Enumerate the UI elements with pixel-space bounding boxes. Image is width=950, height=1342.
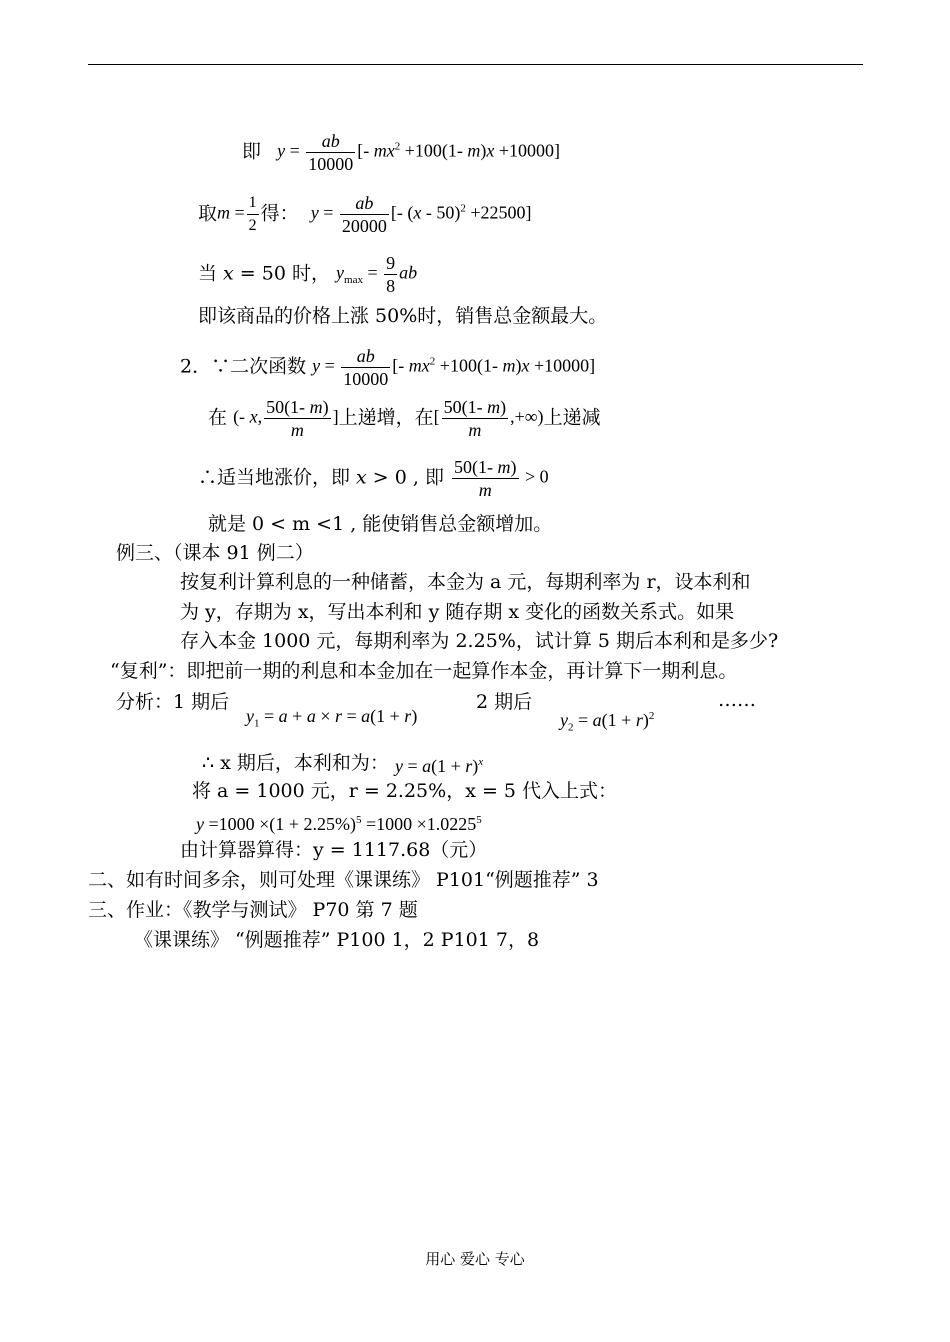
line-4: 即该商品的价格上涨 50%时，销售总金额最大。 — [198, 305, 608, 327]
line-12: 存入本金 1000 元，每期利率为 2.25%，试计算 5 期后本利和是多少? — [180, 630, 779, 652]
line-7-x: x — [356, 466, 367, 489]
page-footer: 用心 爱心 专心 — [425, 1250, 525, 1268]
header-rule — [88, 64, 863, 65]
formula-ymax: $y_{max}$ = $\frac{9}{8}$ ab — [336, 253, 418, 296]
line-6-a: 在 — [208, 406, 228, 429]
line-2-a: 取 — [198, 202, 218, 225]
line-3 — [198, 252, 417, 297]
line-7-a: ∴适当地涨价，即 — [198, 466, 357, 489]
formula-m-half: m = $\frac{1}{2}$ — [217, 192, 261, 237]
line-6-c: 上递减 — [543, 406, 601, 429]
line-15-a: ∴ x 期后，本利和为： — [202, 752, 389, 774]
example-three-heading: 例三、（课本 91 例二） — [116, 542, 314, 564]
line-6 — [208, 396, 601, 441]
line-14-b: 2 期后 — [476, 691, 533, 713]
formula-1: y = $\frac{ab}{10000}$ [- $mx^2 +100(1-$ m)x +10000] — [277, 131, 561, 174]
homework-line: 《课课练》 “例题推荐” P100 1，2 P101 7，8 — [134, 929, 540, 951]
formula-yx: $y = a(1 + r)^x$ — [394, 756, 484, 776]
line-3-c: = 50 时， — [233, 262, 330, 285]
line-7 — [198, 456, 549, 501]
line-13: “复利”：即把前一期的利息和本金加在一起算作本金，再计算下一期利息。 — [110, 660, 738, 682]
interval-increasing: (- x, $\frac{50(1- m)}{m}$ ] — [233, 397, 339, 440]
line-1-text: 即 — [242, 140, 262, 163]
section-three: 三、作业：《教学与测试》 P70 第 7 题 — [88, 899, 418, 921]
line-1 — [242, 130, 560, 175]
interval-decreasing: [ $\frac{50(1- m)}{m}$ ,+∞) — [433, 397, 544, 440]
line-3-a: 当 — [198, 262, 224, 285]
formula-5: y = $\frac{ab}{10000}$ [- $mx^2 +100(1-$ m)x +10000] — [312, 346, 596, 389]
line-15 — [202, 750, 483, 778]
line-11: 为 y，存期为 x，写出本利和 y 随存期 x 变化的函数关系式。如果 — [180, 601, 735, 623]
line-18: 由计算器算得：y = 1117.68（元） — [180, 839, 488, 861]
line-2 — [198, 192, 532, 237]
line-14-ellipsis: …… — [718, 689, 756, 711]
formula-7: $\frac{50(1- m)}{m}$ > 0 — [454, 457, 549, 500]
line-14-a: 分析：1 期后 — [116, 691, 230, 713]
formula-2: y = $\frac{ab}{20000}$ [- (x - 50)$^2$ +22500] — [310, 193, 532, 236]
line-2-b: 得： — [260, 202, 299, 225]
section-two: 二、如有时间多余，则可处理《课课练》 P101“例题推荐” 3 — [88, 869, 599, 891]
line-6-b: 上递增，在 — [338, 406, 434, 429]
formula-17: $y =1000 \times(1 + 2.25\%)^5 =1000 \times 1.0225^5$ — [196, 814, 482, 834]
line-10: 按复利计算利息的一种储蓄，本金为 a 元，每期利率为 r，设本利和 — [180, 571, 751, 593]
formula-y1: $y_1 = a + a \times r = a(1 + r)$ — [246, 706, 418, 730]
line-5 — [180, 345, 595, 390]
line-3-x: x — [223, 262, 234, 285]
line-7-c: > 0 , 即 — [366, 466, 444, 489]
line-16: 将 a = 1000 元，r = 2.25%，x = 5 代入上式： — [192, 780, 618, 802]
formula-y2: $y_2 = a(1 + r)^2$ — [560, 710, 655, 734]
line-5-a: 2．∵二次函数 — [180, 355, 307, 378]
line-8: 就是 0 < m <1 , 能使销售总金额增加。 — [208, 513, 553, 535]
